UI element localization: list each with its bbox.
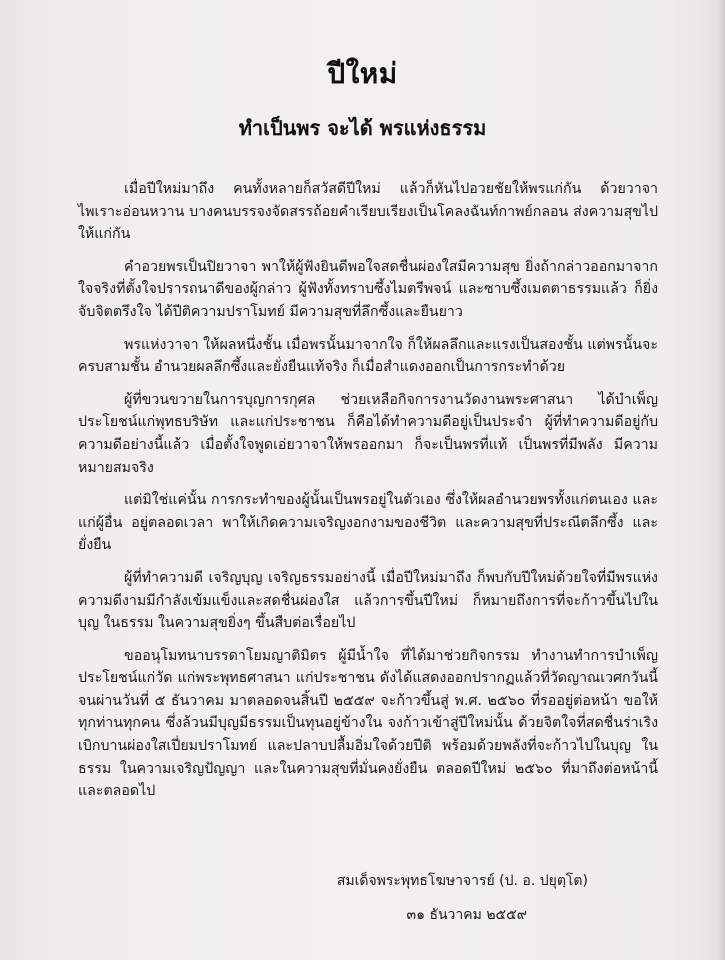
document-body [78,178,658,813]
paragraph-2: คำอวยพรเป็นปิยวาจา พาให้ผู้ฟังยินดีพอใจสดชื่นผ่องใสมีความสุข ยิ่งถ้ากล่าวออกมาจากใจจริงที่ตั้งใจปรารถนาดีของผู้กล่าว ผู้ฟังทั้งทราบซึ้งไมตรีพจน์ และซาบซึ้งเมตตาธรรมแล้ว ก็ยิ่งจับจิตตรึงใจ ได้ปีติความปราโมทย์ มีความสุขที่ลึกซึ้งและยืนยาว [78,258,658,320]
page-subtitle: ทำเป็นพร จะได้ พรแห่งธรรม [238,116,487,140]
paragraph-7: ขออนุโมทนาบรรดาโยมญาติมิตร ผู้มีน้ำใจ ที่ได้มาช่วยกิจกรรม ทำงานทำการบำเพ็ญประโยชน์แก่วัด แก่พระพุทธศาสนา แก่ประชาชน ดังได้แสดงออกปรากฏแล้วที่วัดญาณเวศกวันนี้ จนผ่านวันที่ ๕ ธันวาคม มาตลอดจนสิ้นปี ๒๕๕๙ จะก้าวขึ้นสู่ พ.ศ. ๒๕๖๐ ที่รออยู่ต่อหน้า ขอให้ทุกท่านทุกคน ซึ่งล้วนมีบุญมีธรรมเป็นทุนอยู่ข้างใน จงก้าวเข้าสู่ปีใหม่นั้น ด้วยจิตใจที่สดชื่นร่าเริงเบิกบานผ่องใสเปี่ยมปราโมทย์ และปลาบปลื้มอิ่มใจด้วยปีติ พร้อมด้วยพลังที่จะก้าวไปในบุญ ในธรรม ในความเจริญปัญญา และในความสุขที่มั่นคงยั่งยืน ตลอดปีใหม่ ๒๕๖๐ ที่มาถึงต่อหน้านี้ และตลอดไป [78,647,658,800]
author-signature: สมเด็จพระพุทธโฆษาจารย์ (ป. อ. ปยุตฺโต) [336,873,588,889]
paragraph-4: ผู้ที่ขวนขวายในการบุญการกุศล ช่วยเหลือกิจการงานวัดงานพระศาสนา ได้บำเพ็ญประโยชน์แก่พุทธบริษัท และแก่ประชาชน ก็คือได้ทำความดีอยู่เป็นประจำ ผู้ที่ทำความดีอยู่กับความดีอย่างนี้แล้ว เมื่อตั้งใจพูดเอ่ยวาจาให้พรออกมา ก็จะเป็นพรที่แท้ เป็นพรที่มีพลัง มีความหมายสมจริง [78,391,658,476]
paragraph-6: ผู้ที่ทำความดี เจริญบุญ เจริญธรรมอย่างนี้ เมื่อปีใหม่มาถึง ก็พบกับปีใหม่ด้วยใจที่มีพรแห่งความดีงามมีกำลังเข้มแข็งและสดชื่นผ่องใส แล้วการขึ้นปีใหม่ ก็หมายถึงการที่จะก้าวขึ้นไปในบุญ ในธรรม ในความสุขยิ่งๆ ขึ้นสืบต่อเรื่อยไป [78,569,658,632]
page-edge-shadow [717,0,725,960]
paragraph-5: แต่มิใช่แค่นั้น การกระทำของผู้นั้นเป็นพรอยู่ในตัวเอง ซึ่งให้ผลอำนวยพรทั้งแก่ตนเอง และแก่ผู้อื่น อยู่ตลอดเวลา พาให้เกิดความเจริญงอกงามของชีวิต และความสุขที่ประณีตลึกซึ้ง และยั่งยืน [78,492,658,554]
document-date: ๓๑ ธันวาคม ๒๕๕๙ [406,907,527,923]
page-title: ปีใหม่ [327,57,398,90]
paragraph-3: พรแห่งวาจา ให้ผลหนึ่งชั้น เมื่อพรนั้นมาจากใจ ก็ให้ผลลึกและแรงเป็นสองชั้น แต่พรนั้นจะครบสามชั้น อำนวยผลลึกซึ้งและยั่งยืนแท้จริง ก็เมื่อสำแดงออกเป็นการกระทำด้วย [78,336,658,376]
paragraph-1: เมื่อปีใหม่มาถึง คนทั้งหลายก็สวัสดีปีใหม่ แล้วก็หันไปอวยชัยให้พรแก่กัน ด้วยวาจาไพเราะอ่อนหวาน บางคนบรรจงจัดสรรถ้อยคำเรียบเรียงเป็นโคลงฉันท์กาพย์กลอน ส่งความสุขไปให้แก่กัน [78,181,658,243]
